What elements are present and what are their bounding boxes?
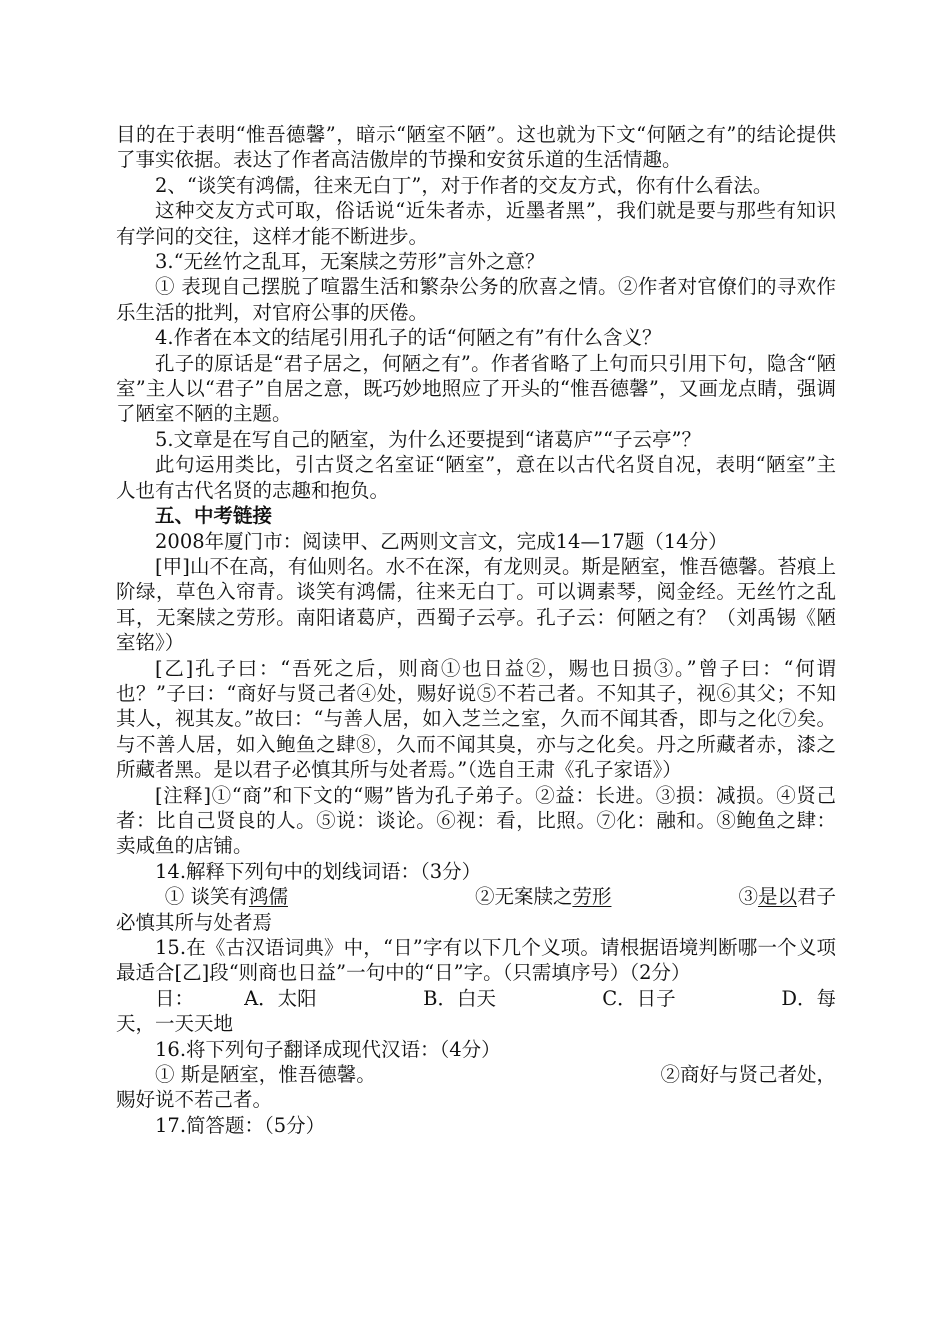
question-15-choices	[116, 986, 836, 1011]
q14-option-1: ① 谈笑有鸿儒	[164, 885, 288, 909]
q15-choice-b: B．白天	[423, 986, 496, 1010]
question-3: 3.“无丝竹之乱耳，无案牍之劳形”言外之意？	[155, 250, 545, 274]
question-2: 2、“谈笑有鸿儒，往来无白丁”，对于作者的交友方式，你有什么看法。	[155, 173, 773, 197]
q14-option-2: ②无案牍之劳形	[474, 885, 612, 909]
underlined-word: 鸿儒	[248, 885, 288, 909]
q14-option-3: ③是以君子	[738, 885, 836, 909]
q16-sentence-1: ① 斯是陋室，惟吾德馨。	[155, 1063, 376, 1087]
exam-intro: 2008年厦门市：阅读甲、乙两则文言文，完成14—17题（14分）	[155, 529, 728, 553]
underlined-word: 劳形	[572, 885, 612, 909]
answer-5: 此句运用类比，引古贤之名室证“陋室”，意在以古代名贤自况，表明“陋室”主人也有古代名贤的志趣和抱负。	[116, 453, 836, 502]
question-14: 14.解释下列句中的划线词语：（3分）	[155, 859, 482, 883]
question-15: 15.在《古汉语词典》中，“日”字有以下几个义项。请根据语境判断哪一个义项最适合[乙]段“则商也日益”一句中的“日”字。（只需填序号）（2分）	[116, 936, 836, 985]
question-17: 17.简答题：（5分）	[155, 1113, 326, 1137]
document-page	[116, 122, 836, 1138]
q15-choice-d-continued: 天，一天天地	[116, 1012, 234, 1036]
annotations: [注释]①“商”和下文的“赐”皆为孔子弟子。②益：长进。③损：减损。④贤己者：比自己贤良的人。⑤说：谈论。⑥视：看，比照。⑦化：融和。⑧鲍鱼之肆：卖咸鱼的店铺。	[116, 783, 836, 858]
question-16-sentences	[116, 1062, 836, 1087]
answer-4: 孔子的原话是“君子居之，何陋之有”。作者省略了上句而只引用下句，隐含“陋室”主人以“君子”自居之意，既巧妙地照应了开头的“惟吾德馨”，又画龙点睛，强调了陋室不陋的主题。	[116, 351, 836, 426]
underlined-word: 是以	[757, 885, 797, 909]
question-16: 16.将下列句子翻译成现代汉语：（4分）	[155, 1037, 501, 1061]
question-5: 5.文章是在写自己的陋室，为什么还要提到“诸葛庐”“子云亭”？	[155, 427, 701, 451]
question-14-options	[116, 884, 836, 909]
answer-3: ① 表现自己摆脱了喧嚣生活和繁杂公务的欣喜之情。②作者对官僚们的寻欢作乐生活的批判，对官府公事的厌倦。	[116, 275, 836, 324]
section-heading: 五、中考链接	[155, 504, 273, 528]
q15-label: 日：	[155, 986, 195, 1010]
q15-choice-a: A．太阳	[244, 986, 317, 1010]
q16-sentence-2: ②商好与贤己者处，	[660, 1063, 836, 1087]
question-4: 4.作者在本文的结尾引用孔子的话“何陋之有”有什么含义？	[155, 326, 662, 350]
q14-option-3-continued: 必慎其所与处者焉	[116, 910, 273, 934]
q16-sentence-2-continued: 赐好说不若己者。	[116, 1088, 273, 1112]
passage-jia: [甲]山不在高，有仙则名。水不在深，有龙则灵。斯是陋室，惟吾德馨。苔痕上阶绿，草色入帘青。谈笑有鸿儒，往来无白丁。可以调素琴，阅金经。无丝竹之乱耳，无案牍之劳形。南阳诸葛庐，西蜀子云亭。孔子云：何陋之有？（刘禹锡《陋室铭》）	[116, 554, 836, 655]
q15-choice-d: D．每	[781, 986, 836, 1010]
paragraph-answer-1-continued: 目的在于表明“惟吾德馨”，暗示“陋室不陋”。这也就为下文“何陋之有”的结论提供了事实依据。表达了作者高洁傲岸的节操和安贫乐道的生活情趣。	[116, 123, 836, 172]
answer-2: 这种交友方式可取，俗话说“近朱者赤，近墨者黑”，我们就是要与那些有知识有学问的交往，这样才能不断进步。	[116, 199, 836, 248]
q15-choice-c: C．日子	[602, 986, 676, 1010]
passage-yi: [乙]孔子曰：“吾死之后，则商①也日益②，赐也日损③。”曾子曰：“何谓也？”子曰：“商好与贤己者④处，赐好说⑤不若己者。不知其子，视⑥其父；不知其人，视其友。”故曰：“与善人居，如入芝兰之室，久而不闻其香，即与之化⑦矣。与不善人居，如入鲍鱼之肆⑧，久而不闻其臭，亦与之化矣。丹之所藏者赤，漆之所藏者黑。是以君子必慎其所与处者焉。”（选自王肃《孔子家语》）	[116, 656, 836, 782]
